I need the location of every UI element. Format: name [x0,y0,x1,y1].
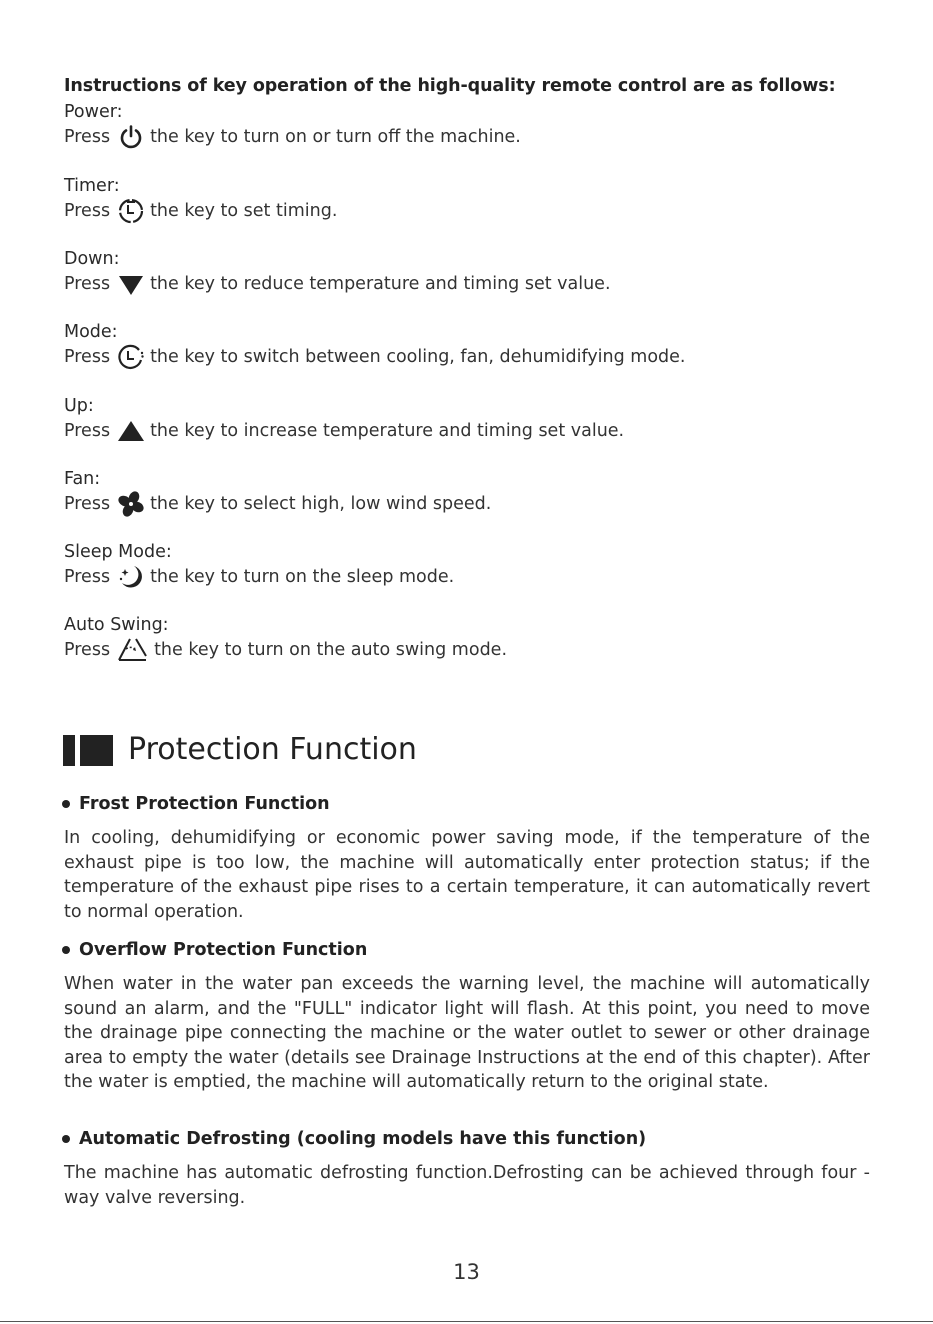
heading-bar-wide [80,735,113,766]
press-label: Press [64,127,111,147]
up-triangle-icon [116,418,146,444]
bullet-dot [62,1135,70,1143]
key-timer [64,174,884,224]
key-name: Auto Swing: [64,615,169,635]
press-label: Press [64,494,111,514]
press-label: Press [64,567,111,587]
subsection-title-text: Overflow Protection Function [79,940,368,960]
section-heading [63,733,417,767]
key-description: the key to switch between cooling, fan, dehumidifying mode. [150,347,686,367]
bottom-rule [0,1321,933,1322]
swing-icon [116,637,150,663]
subsection-title [62,794,330,814]
intro-heading: Instructions of key operation of the high-quality remote control are as follows: [64,76,836,96]
section-title: Protection Function [128,732,417,767]
key-description: the key to increase temperature and timing set value. [150,421,625,441]
key-name: Up: [64,396,94,416]
key-description: the key to select high, low wind speed. [150,494,492,514]
subsection-title [62,1129,646,1149]
key-description: the key to turn on the auto swing mode. [154,640,508,660]
key-sleep-mode [64,540,884,590]
mode-icon [116,344,146,370]
down-triangle-icon [116,271,146,297]
key-up [64,394,884,444]
key-name: Sleep Mode: [64,542,172,562]
press-label: Press [64,421,111,441]
press-label: Press [64,347,111,367]
heading-bar-thin [63,735,75,766]
paragraph: In cooling, dehumidifying or economic power saving mode, if the temperature of the exhaust pipe is too low, the machine will automatically enter protection status; if the temperature of the exhaust pipe rises to a certain temperature, it can automatically revert to normal operation. [64,828,870,922]
key-description: the key to reduce temperature and timing set value. [150,274,611,294]
key-name: Fan: [64,469,101,489]
power-icon [116,124,146,150]
fan-icon [116,491,146,517]
page-number: 13 [453,1260,480,1284]
key-auto-swing [64,613,884,663]
key-name: Down: [64,249,120,269]
key-name: Power: [64,102,123,122]
key-description: the key to set timing. [150,201,338,221]
key-down [64,247,884,297]
key-fan [64,467,884,517]
bullet-dot [62,800,70,808]
key-description: the key to turn on or turn off the machine. [150,127,521,147]
key-description: the key to turn on the sleep mode. [150,567,455,587]
subsection-title-text: Frost Protection Function [79,794,330,814]
press-label: Press [64,640,111,660]
key-mode [64,320,884,370]
paragraph: When water in the water pan exceeds the warning level, the machine will automatically sound an alarm, and the "FULL" indicator light will flash. At this point, you need to move the drainage pipe connecting the machine or the water outlet to sewer or other drainage area to empty the water (details see Drainage Instructions at the end of this chapter). After the water is emptied, the machine will automatically return to the original state. [64,974,870,1092]
subsection-title-text: Automatic Defrosting (cooling models have this function) [79,1129,647,1149]
sleep-moon-icon [116,564,146,590]
paragraph: The machine has automatic defrosting function.Defrosting can be achieved through four - way valve reversing. [64,1163,870,1208]
bullet-dot [62,946,70,954]
key-name: Mode: [64,322,118,342]
press-label: Press [64,201,111,221]
timer-icon [116,198,146,224]
subsection-title [62,940,367,960]
press-label: Press [64,274,111,294]
key-name: Timer: [64,176,120,196]
key-power [64,100,884,150]
